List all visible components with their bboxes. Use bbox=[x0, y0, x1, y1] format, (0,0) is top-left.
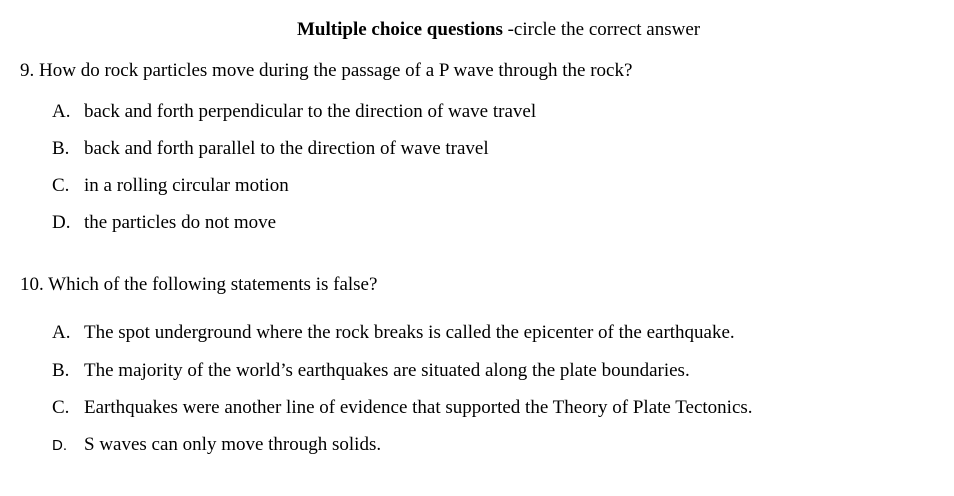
option-letter: A. bbox=[52, 101, 71, 122]
option-10c[interactable] bbox=[52, 397, 753, 419]
option-letter: B. bbox=[52, 360, 70, 381]
option-10a[interactable] bbox=[52, 322, 735, 344]
option-9a[interactable] bbox=[52, 101, 536, 123]
option-9c[interactable] bbox=[52, 175, 289, 197]
question-10 bbox=[20, 274, 377, 296]
option-10b[interactable] bbox=[52, 360, 690, 382]
option-text: S waves can only move through solids. bbox=[84, 434, 382, 455]
option-letter: D. bbox=[52, 437, 67, 454]
option-text: back and forth parallel to the direction of wave travel bbox=[84, 138, 489, 159]
option-text: in a rolling circular motion bbox=[84, 175, 289, 196]
option-text: the particles do not move bbox=[84, 212, 277, 233]
page-heading bbox=[297, 19, 700, 41]
option-text: Earthquakes were another line of evidence that supported the Theory of Plate Tectonics. bbox=[84, 397, 753, 418]
option-text: The spot underground where the rock breaks is called the epicenter of the earthquake. bbox=[84, 322, 735, 343]
heading-instruction: -circle the correct answer bbox=[502, 19, 701, 40]
option-letter: C. bbox=[52, 175, 70, 196]
option-letter: D. bbox=[52, 212, 71, 233]
option-text: The majority of the world’s earthquakes are situated along the plate boundaries. bbox=[84, 360, 690, 381]
option-letter: B. bbox=[52, 138, 70, 159]
option-letter: C. bbox=[52, 397, 70, 418]
heading-bold: Multiple choice questions bbox=[297, 19, 503, 40]
option-letter: A. bbox=[52, 322, 71, 343]
question-9 bbox=[20, 60, 632, 82]
option-10d[interactable] bbox=[52, 434, 381, 456]
question-text: Which of the following statements is false? bbox=[48, 274, 378, 295]
option-9d[interactable] bbox=[52, 212, 276, 234]
question-text: How do rock particles move during the passage of a P wave through the rock? bbox=[39, 60, 633, 81]
option-9b[interactable] bbox=[52, 138, 489, 160]
option-text: back and forth perpendicular to the direction of wave travel bbox=[84, 101, 537, 122]
question-number: 9. bbox=[20, 60, 35, 81]
question-number: 10. bbox=[20, 274, 44, 295]
